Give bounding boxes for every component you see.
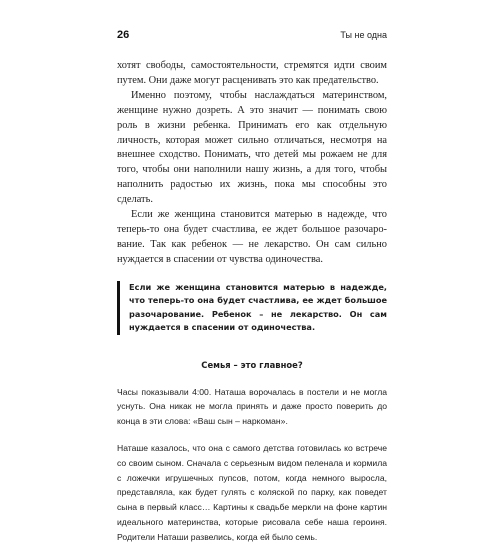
body-paragraph: Именно поэтому, чтобы наслаждаться материнством, женщине нужно дозреть. А это значит — понимать свою роль в жизни ребенка. Принимать его как отдельную личность, которая может сильно отличаться, несмотря на внешнее сходство. Понимать, что детей мы рожаем не для того, чтобы они наполнили нашу жизнь, а для того, чтобы наполнить радостью их жизнь, пока мы способны это сделать. [117,89,387,206]
story-paragraph: Часы показывали 4:00. Наташа ворочалась в постели и не могла уснуть. Она никак не могла принять и даже просто поверить до конца в эти слова: «Ваш сын – наркоман». [117,386,387,427]
story-paragraph: Наташе казалось, что она с самого детства готовилась ко встрече со своим сыном. Сначала с серьезным видом пеленала и кормила с ложечки игрушечных пупсов, потом, когда немного выросла, представляла, как будет гулять с коляской по парку, как поведет сына в первый класс… Картины к свадьбе меркли на фоне картин идеального материнства, которые рисовала себе наша героиня. Родители Наташи развелись, когда ей было семь. [117,443,387,542]
page-number: 26 [117,29,130,41]
body-paragraph: хотят свободы, самостоятельности, стремятся идти своим путем. Они даже могут расценивать это как предательство. [117,60,387,86]
page-header [117,29,387,43]
section-heading: Семья – это главное? [201,359,303,370]
running-title: Ты не одна [340,30,387,40]
body-paragraph: Если же женщина становится матерью в надежде, что теперь-то она будет счастлива, ее ждет большое разочарование. Так как ребенок — не лекарство. Он сам сильно нуждается в спасении от чувства одиночества. [117,209,387,265]
page-body [117,59,387,545]
pull-quote: Если же женщина становится матерью в надежде, что теперь-то она будет счастлива, ее ждет большое разочарование. Ребенок – не лекарство. Он сам нуждается в спасении от одиночества. [117,281,387,335]
